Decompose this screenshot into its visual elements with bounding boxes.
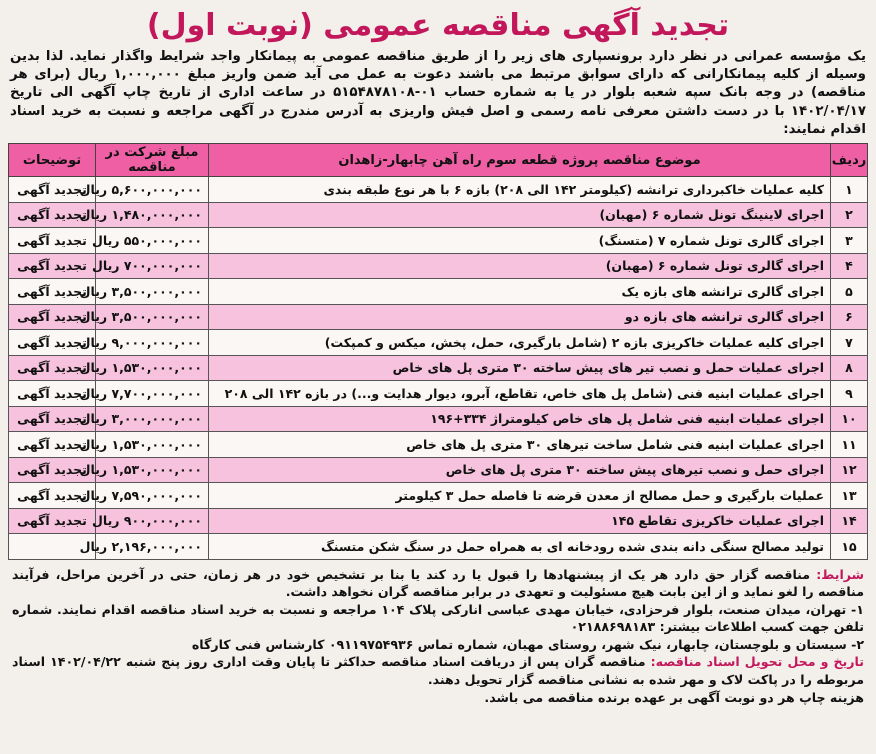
- table-body: [9, 177, 868, 560]
- row-subject: اجرای گالری تونل شماره ۶ (مهبان): [209, 253, 831, 279]
- row-note: تجدید آگهی: [9, 202, 96, 228]
- header-note: توضیحات: [9, 144, 96, 177]
- notice-title: تجدید آگهی مناقصه عمومی (نوبت اول): [146, 8, 730, 43]
- table-row: [9, 253, 868, 279]
- row-subject: اجرای حمل و نصب تیرهای پیش ساخته ۳۰ متری پل های خاص: [209, 457, 831, 483]
- row-subject: تولید مصالح سنگی دانه بندی شده رودخانه ای به همراه حمل در سنگ شکن متسنگ: [209, 534, 831, 560]
- row-subject: اجرای عملیات ابنیه فنی شامل ساخت تیرهای ۳۰ متری پل های خاص: [209, 432, 831, 458]
- row-price: ۳,۵۰۰,۰۰۰,۰۰۰ ریال: [96, 279, 209, 305]
- row-note: تجدید آگهی: [9, 228, 96, 254]
- conditions-paragraph: [12, 566, 864, 601]
- table-row: [9, 355, 868, 381]
- row-number: ۲: [831, 202, 868, 228]
- row-note: تجدید آگهی: [9, 483, 96, 509]
- row-subject: اجرای عملیات ابنیه فنی (شامل پل های خاص، تقاطع، آبرو، دیوار هدایت و...) در بازه ۱۴۲ الی ۲۰۸: [209, 381, 831, 407]
- row-note: تجدید آگهی: [9, 381, 96, 407]
- row-note: تجدید آگهی: [9, 253, 96, 279]
- row-note: تجدید آگهی: [9, 330, 96, 356]
- delivery-label: تاریخ و محل تحویل اسناد مناقصه:: [650, 654, 864, 670]
- row-price: ۷,۷۰۰,۰۰۰,۰۰۰ ریال: [96, 381, 209, 407]
- table-row: [9, 304, 868, 330]
- table-row: [9, 432, 868, 458]
- row-price: ۵,۶۰۰,۰۰۰,۰۰۰ ریال: [96, 177, 209, 203]
- table-row: [9, 457, 868, 483]
- row-number: ۱۱: [831, 432, 868, 458]
- row-price: ۳,۵۰۰,۰۰۰,۰۰۰ ریال: [96, 304, 209, 330]
- row-note: تجدید آگهی: [9, 508, 96, 534]
- row-subject: اجرای کلیه عملیات خاکریزی بازه ۲ (شامل بارگیری، حمل، پخش، میکس و کمپکت): [209, 330, 831, 356]
- row-number: ۳: [831, 228, 868, 254]
- row-price: ۵۵۰,۰۰۰,۰۰۰ ریال: [96, 228, 209, 254]
- header-row-number: ردیف: [831, 144, 868, 177]
- row-subject: عملیات بارگیری و حمل مصالح از معدن قرضه تا فاصله حمل ۳ کیلومتر: [209, 483, 831, 509]
- row-number: ۱: [831, 177, 868, 203]
- row-number: ۸: [831, 355, 868, 381]
- header-price: مبلغ شرکت در مناقصه: [96, 144, 209, 177]
- row-note: تجدید آگهی: [9, 279, 96, 305]
- row-note: تجدید آگهی: [9, 355, 96, 381]
- row-number: ۱۳: [831, 483, 868, 509]
- table-row: [9, 483, 868, 509]
- table-row: [9, 228, 868, 254]
- conditions-text: مناقصه گزار حق دارد هر یک از پیشنهادها را قبول یا رد کند یا بنا بر تشخیص خود در هر زمان، حتی در آخرین مراحل، فرآیند مناقصه را لغو نماید و از این بابت هیچ مسئولیت و تعهدی در برابر مناقصه گران نخواهد داشت.: [12, 566, 864, 600]
- tender-notice: [8, 6, 868, 740]
- row-price: ۱,۵۳۰,۰۰۰,۰۰۰ ریال: [96, 355, 209, 381]
- table-header-row: [9, 144, 868, 177]
- row-note: تجدید آگهی: [9, 406, 96, 432]
- cost-note: هزینه چاپ هر دو نوبت آگهی بر عهده برنده مناقصه می باشد.: [484, 689, 864, 705]
- row-number: ۹: [831, 381, 868, 407]
- row-subject: اجرای عملیات خاکریزی تقاطع ۱۴۵: [209, 508, 831, 534]
- row-number: ۷: [831, 330, 868, 356]
- row-subject: اجرای گالری ترانشه های بازه دو: [209, 304, 831, 330]
- table-row: [9, 534, 868, 560]
- delivery-text: مناقصه گران پس از دریافت اسناد مناقصه حداکثر تا پایان وقت اداری روز پنج شنبه ۱۴۰۲/۰۴/۲۲ اسناد مربوطه را در پاکت لاک و مهر شده به نشانی مناقصه گزار تحویل دهند.: [12, 654, 864, 688]
- row-number: ۴: [831, 253, 868, 279]
- row-price: ۱,۴۸۰,۰۰۰,۰۰۰ ریال: [96, 202, 209, 228]
- tender-table: [8, 143, 868, 560]
- table-row: [9, 406, 868, 432]
- row-price: ۲,۱۹۶,۰۰۰,۰۰۰ ریال: [96, 534, 209, 560]
- row-number: ۱۴: [831, 508, 868, 534]
- table-row: [9, 381, 868, 407]
- notice-footer: [12, 566, 864, 707]
- row-number: ۱۲: [831, 457, 868, 483]
- table-row: [9, 508, 868, 534]
- row-subject: اجرای گالری ترانشه های بازه یک: [209, 279, 831, 305]
- row-price: ۷۰۰,۰۰۰,۰۰۰ ریال: [96, 253, 209, 279]
- row-price: ۳,۰۰۰,۰۰۰,۰۰۰ ریال: [96, 406, 209, 432]
- row-note: تجدید آگهی: [9, 177, 96, 203]
- address-sistan: ۲- سیستان و بلوچستان، چابهار، نیک شهر، روستای مهبان، شماره تماس ۰۹۱۱۹۷۵۴۹۳۶ کارشناس فنی کارگاه: [191, 636, 864, 652]
- row-price: ۱,۵۳۰,۰۰۰,۰۰۰ ریال: [96, 432, 209, 458]
- conditions-label: شرایط:: [816, 566, 864, 582]
- row-number: ۱۵: [831, 534, 868, 560]
- row-subject: اجرای لاینینگ تونل شماره ۶ (مهبان): [209, 202, 831, 228]
- row-subject: اجرای عملیات حمل و نصب تیر های پیش ساخته ۳۰ متری پل های خاص: [209, 355, 831, 381]
- row-price: ۹,۰۰۰,۰۰۰,۰۰۰ ریال: [96, 330, 209, 356]
- row-note: تجدید آگهی: [9, 304, 96, 330]
- row-number: ۶: [831, 304, 868, 330]
- row-price: ۱,۵۳۰,۰۰۰,۰۰۰ ریال: [96, 457, 209, 483]
- header-subject: موضوع مناقصه پروژه قطعه سوم راه آهن چابهار-زاهدان: [209, 144, 831, 177]
- table-row: [9, 202, 868, 228]
- table-row: [9, 279, 868, 305]
- row-subject: اجرای عملیات ابنیه فنی شامل پل های خاص کیلومتراژ ۳۳۴+۱۹۶: [209, 406, 831, 432]
- row-number: ۵: [831, 279, 868, 305]
- delivery-paragraph: [12, 653, 864, 688]
- intro-paragraph: یک مؤسسه عمرانی در نظر دارد برونسپاری های زیر را از طریق مناقصه عمومی به پیمانکار واجد شرایط واگذار نماید. لذا بدین وسیله از کلیه پیمانکارانی که دارای سوابق مرتبط می باشند دعوت به عمل می آید ضمن واریز مبلغ ۱,۰۰۰,۰۰۰ ریال (برای هر مناقصه) در وجه بانک سپه شعبه بلوار در یا به شماره حساب ۰۱-۵۱۵۴۸۷۸۱۰۸ در ساعت اداری از تاریخ چاپ آگهی الی تاریخ ۱۴۰۲/۰۴/۱۷ با در دست داشتن معرفی نامه رسمی و اصل فیش واریزی به آدرس مندرج در آگهی مراجعه و نسبت به خرید اسناد اقدام نمایند:: [10, 49, 867, 137]
- row-note: تجدید آگهی: [9, 432, 96, 458]
- address-tehran: ۱- تهران، میدان صنعت، بلوار فرحزادی، خیابان مهدی عباسی انارکی پلاک ۱۰۴ مراجعه و نسبت به خرید اسناد مناقصه اقدام نمایند. شماره تلفن جهت کسب اطلاعات بیشتر: ۰۲۱۸۸۶۹۸۱۸۳: [12, 601, 864, 635]
- row-price: ۷,۵۹۰,۰۰۰,۰۰۰ ریال: [96, 483, 209, 509]
- table-row: [9, 330, 868, 356]
- row-number: ۱۰: [831, 406, 868, 432]
- row-subject: کلیه عملیات خاکبرداری ترانشه (کیلومتر ۱۴۲ الی ۲۰۸) بازه ۶ با هر نوع طبقه بندی: [209, 177, 831, 203]
- row-subject: اجرای گالری تونل شماره ۷ (متسنگ): [209, 228, 831, 254]
- row-note: تجدید آگهی: [9, 457, 96, 483]
- table-row: [9, 177, 868, 203]
- row-price: ۹۰۰,۰۰۰,۰۰۰ ریال: [96, 508, 209, 534]
